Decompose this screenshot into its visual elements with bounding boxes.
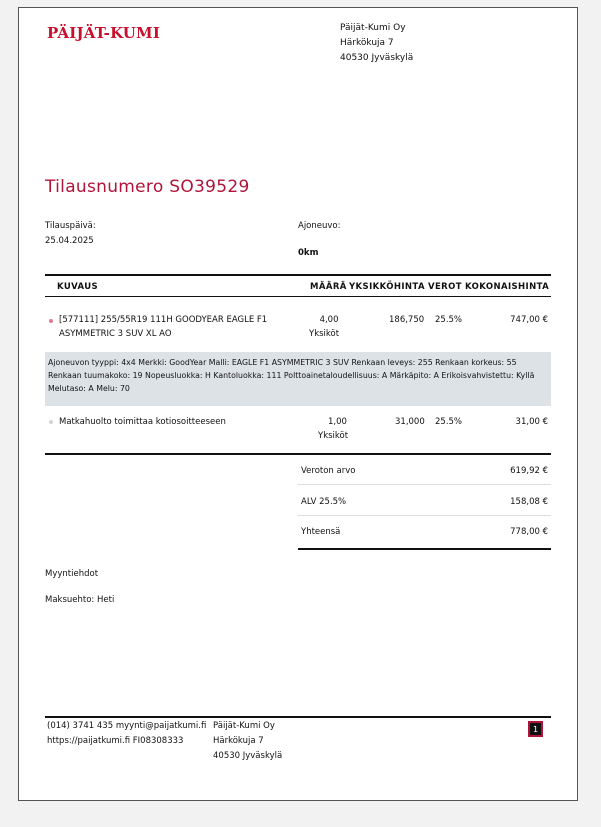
company-postal-city: 40530 Jyväskylä [340, 53, 414, 63]
vehicle-label: Ajoneuvo: [298, 221, 341, 231]
totals-summary [298, 458, 551, 550]
company-street: Härkökuja 7 [340, 38, 394, 48]
table-row [45, 408, 551, 452]
total-value: 778,00 € [510, 527, 548, 537]
header-unit-price: YKSIKKÖHINTA [349, 282, 425, 292]
line-description: Matkahuolto toimittaa kotiosoitteeseen [59, 417, 226, 427]
line-description [59, 313, 267, 341]
order-date-value: 25.04.2025 [45, 236, 94, 246]
totals-grand-row [298, 516, 551, 550]
line-unit-price: 186,750 [389, 315, 425, 325]
footer-phone-email: (014) 3741 435 myynti@paijatkumi.fi [47, 721, 207, 731]
line-quantity: 1,00 Yksiköt [318, 417, 349, 441]
header-total: KOKONAISHINTA [465, 282, 550, 292]
vat-value: 158,08 € [510, 497, 548, 507]
order-title: Tilausnumero SO39529 [45, 177, 250, 197]
order-lines-table [45, 274, 551, 353]
footer-address [213, 719, 282, 764]
totals-vat-row [298, 485, 551, 516]
line-quantity: 4,00 Yksiköt [309, 315, 340, 339]
vehicle [298, 219, 340, 234]
line-bullet [49, 319, 53, 323]
line-bullet [49, 420, 53, 424]
line-tax: 25.5% [435, 315, 463, 325]
footer-company-name: Päijät-Kumi Oy [213, 721, 275, 731]
vehicle-km: 0km [298, 248, 319, 258]
page-number: 1 [528, 721, 543, 737]
line-total: 747,00 € [510, 315, 548, 325]
sales-terms [45, 561, 114, 613]
footer-contact [47, 719, 206, 749]
footer-website-vat: https://paijatkumi.fi FI08308333 [47, 736, 184, 746]
vat-label: ALV 25.5% [301, 497, 347, 507]
header-quantity: MÄÄRÄ [310, 282, 347, 292]
terms-heading: Myyntiehdot [45, 569, 99, 579]
line-total: 31,00 € [515, 417, 548, 427]
footer-street: Härkökuja 7 [213, 736, 264, 746]
company-address [340, 21, 413, 66]
line-tax: 25.5% [435, 417, 463, 427]
line-unit-price: 31,000 [395, 417, 425, 427]
line-description-2: ASYMMETRIC 3 SUV XL AO [59, 329, 172, 339]
order-lines-table-2 [45, 408, 551, 452]
net-label: Veroton arvo [301, 466, 356, 476]
net-value: 619,92 € [510, 466, 548, 476]
table-header [45, 274, 551, 297]
footer-rule [45, 716, 551, 718]
invoice-page [18, 7, 578, 801]
order-date [45, 219, 96, 249]
tire-specs-note: Ajoneuvon tyyppi: 4x4 Merkki: GoodYear Malli: EAGLE F1 ASYMMETRIC 3 SUV Renkaan leveys: 255 Renkaan korkeus: 55 Renkaan tuumakoko: 19 Nopeusluokka: H Kantoluokka: 111 Polttoainetaloudellisuus: A Märkäpito: A Erikoisvahvistettu: Kyllä Melutaso: A Melu: 70 [45, 352, 551, 406]
company-name: Päijät-Kumi Oy [340, 23, 406, 33]
payment-terms: Maksuehto: Heti [45, 595, 115, 605]
header-taxes: VEROT [428, 282, 462, 292]
totals-net-row [298, 458, 551, 485]
line-description-1: [577111] 255/55R19 111H GOODYEAR EAGLE F1 [59, 315, 268, 325]
total-label: Yhteensä [301, 527, 341, 537]
footer-postal-city: 40530 Jyväskylä [213, 751, 283, 761]
header-description: KUVAUS [57, 282, 99, 292]
company-logo: PÄIJÄT-KUMI [47, 24, 161, 42]
table-bottom-rule [45, 453, 551, 455]
table-row [45, 297, 551, 353]
order-date-label: Tilauspäivä: [45, 221, 96, 231]
